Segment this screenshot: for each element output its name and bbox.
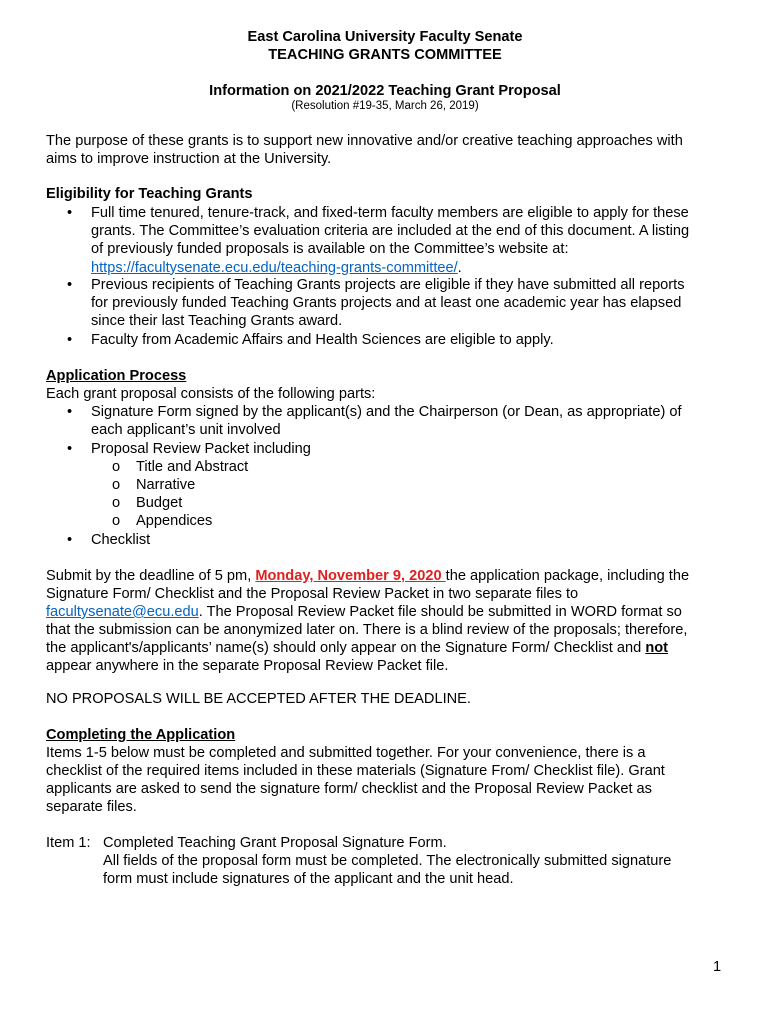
header-line2: TEACHING GRANTS COMMITTEE [268,47,502,63]
bullet-icon: • [67,332,73,348]
not-emphasis: not [645,640,669,656]
purpose-line2: aims to improve instruction at the University. [46,151,332,167]
resolution-note: (Resolution #19-35, March 26, 2019) [291,100,479,112]
eligibility-heading: Eligibility for Teaching Grants [46,186,253,202]
sub-list-item: o Narrative [112,477,196,493]
item1-line2: All fields of the proposal form must be completed. The electronically submitted signature [103,853,672,869]
item1-line3: form must include signatures of the applicant and the unit head. [103,871,514,887]
sub-bullet-icon: o [112,495,121,511]
deadline-line6: appear anywhere in the separate Proposal Review Packet file. [46,658,449,674]
list-item: • Checklist [67,532,151,548]
list-item: • Faculty from Academic Affairs and Health Sciences are eligible to apply. [67,332,554,348]
application-heading: Application Process [46,368,187,384]
completing-line2: checklist of the required items included in these materials (Signature From/ Checklist file). Grant [46,763,665,779]
sub-list-item: o Title and Abstract [112,459,249,475]
bullet-icon: • [67,532,73,548]
committee-website-link[interactable]: https://facultysenate.ecu.edu/teaching-grants-committee/ [91,259,458,276]
page-number: 1 [713,959,722,975]
sub-list-item: o Appendices [112,513,213,529]
deadline-line4: that the submission can be anonymized later on. There is a blind review of the proposals; therefore, [46,622,688,638]
page-title: Information on 2021/2022 Teaching Grant Proposal [209,83,561,99]
no-proposals-notice: NO PROPOSALS WILL BE ACCEPTED AFTER THE DEADLINE. [46,691,471,707]
list-item: • Full time tenured, tenure-track, and fixed-term faculty members are eligible to apply for these grants. The Committee’s evaluation criteria are included at the end of this document. A listing of previously funded proposals is available on the Committee’s website at: https://facultysenate.ecu.edu/teaching-grants-committee/. [67,205,690,276]
completing-line4: separate files. [46,799,137,815]
item1-line1: Item 1: Completed Teaching Grant Proposal Signature Form. [46,835,447,851]
item1-label: Item 1: [46,835,91,851]
deadline-date: Monday, November 9, 2020 [255,568,446,584]
sub-list-item: o Budget [112,495,183,511]
completing-heading: Completing the Application [46,727,236,743]
application-intro: Each grant proposal consists of the following parts: [46,386,376,402]
completing-line3: applicants are asked to send the signature form/ checklist and the Proposal Review Packet as [46,781,652,797]
sub-bullet-icon: o [112,459,121,475]
completing-line1: Items 1-5 below must be completed and submitted together. For your convenience, there is a [46,745,646,761]
list-item: • Proposal Review Packet including [67,441,311,457]
sub-bullet-icon: o [112,513,121,529]
email-link[interactable]: facultysenate@ecu.edu [46,604,199,620]
list-item: • Signature Form signed by the applicant(s) and the Chairperson (or Dean, as appropriate) of each applicant’s unit involved [67,404,682,439]
sub-bullet-icon: o [112,477,121,493]
header-line1: East Carolina University Faculty Senate [247,29,523,45]
deadline-line5: the applicant's/applicants’ name(s) should only appear on the Signature Form/ Checklist and not [46,640,669,656]
bullet-icon: • [67,277,73,293]
bullet-icon: • [67,441,73,457]
purpose-line1: The purpose of these grants is to support new innovative and/or creative teaching approaches with [46,133,683,149]
deadline-line2: Signature Form/ Checklist and the Proposal Review Packet in two separate files to [46,586,579,602]
deadline-line1: Submit by the deadline of 5 pm, Monday, November 9, 2020 the application package, including the [46,568,690,584]
bullet-icon: • [67,205,73,221]
list-item: • Previous recipients of Teaching Grants projects are eligible if they have submitted all reports for previously funded Teaching Grants projects and at least one academic year has elapsed since their last Teaching Grants award. [67,277,685,330]
deadline-line3: facultysenate@ecu.edu. The Proposal Review Packet file should be submitted in WORD format so [46,604,682,620]
bullet-icon: • [67,404,73,420]
